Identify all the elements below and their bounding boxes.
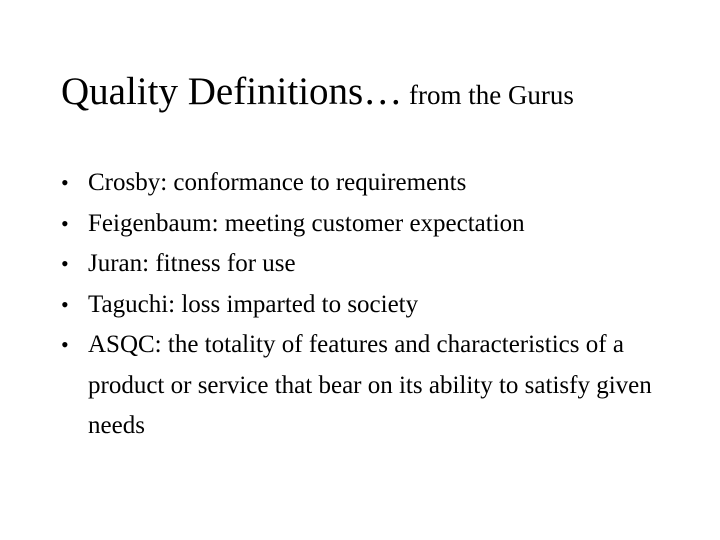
bullet-item-crosby: [0, 163, 668, 204]
bullet-icon: •: [61, 170, 69, 195]
bullet-icon: •: [61, 210, 69, 236]
bullet-text: Juran: fitness for use: [88, 250, 296, 277]
bullet-item-taguchi: [0, 285, 668, 326]
title-subtitle: from the Gurus: [402, 80, 574, 110]
bullet-icon: •: [61, 251, 69, 276]
slide-title: [61, 72, 574, 111]
bullet-text: Feigenbaum: meeting customer expectation: [88, 209, 525, 237]
bullet-item-juran: [0, 244, 668, 285]
bullet-item-asqc: [0, 325, 668, 447]
bullet-text: Crosby: conformance to requirements: [88, 169, 467, 196]
bullet-item-feigenbaum: [0, 204, 668, 245]
bullet-list: [0, 163, 720, 447]
bullet-text: Taguchi: loss imparted to society: [88, 290, 419, 318]
bullet-icon: •: [61, 332, 69, 357]
title-main: Quality Definitions…: [61, 70, 403, 113]
bullet-text: ASQC: the totality of features and characteristics of a product or service that bear on its ability to satisfy given needs: [88, 331, 652, 439]
bullet-icon: •: [61, 291, 69, 317]
